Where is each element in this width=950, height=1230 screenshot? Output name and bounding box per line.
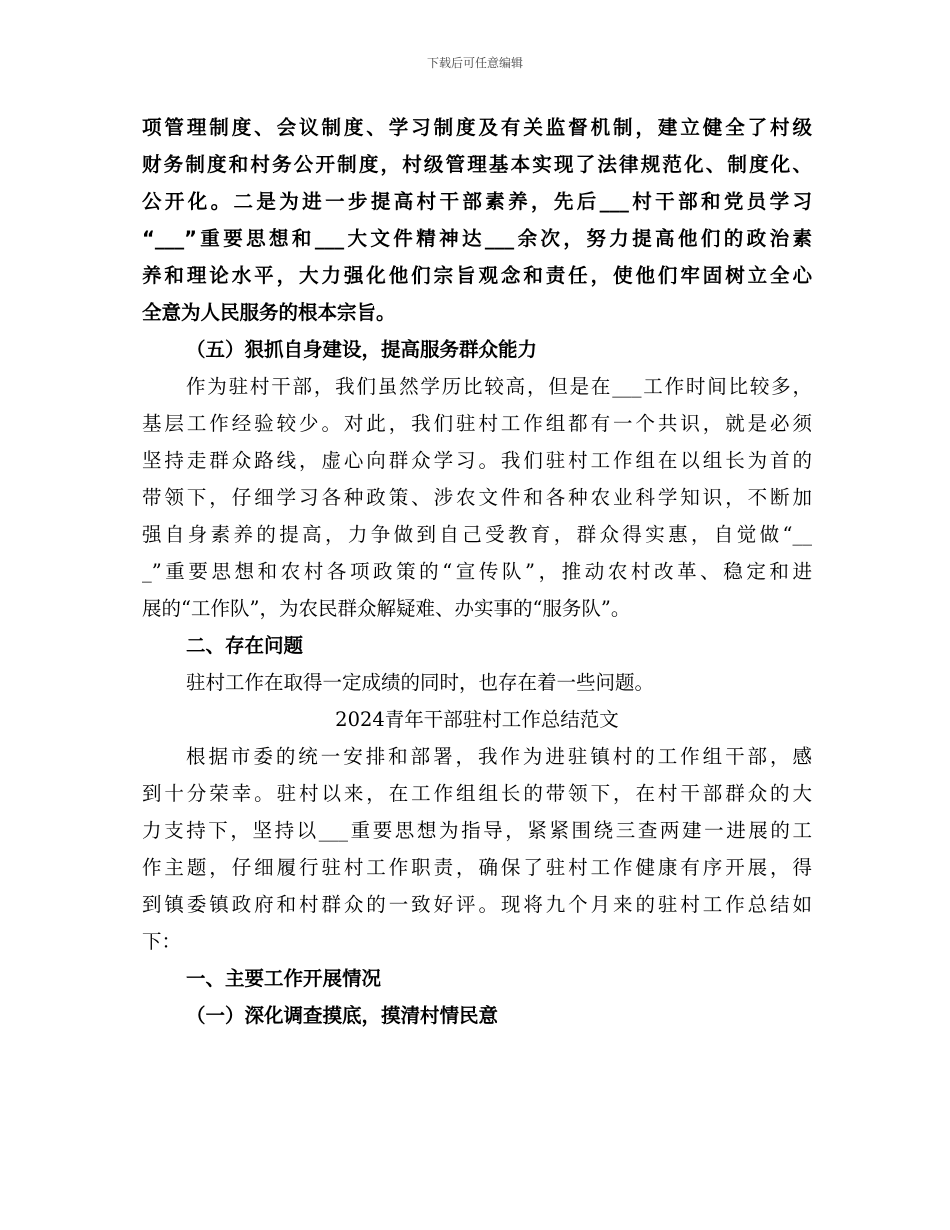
text-line: 根据市委的统一安排和部署，我作为进驻镇村的工作组干部，感 [186,745,812,768]
text-line: “___”重要思想和___大文件精神达___余次，努力提高他们的政治素 [142,227,812,250]
text-line: 强自身素养的提高，力争做到自己受教育，群众得实惠，自觉做“__ [142,523,812,546]
text-line: 到镇委镇政府和村群众的一致好评。现将九个月来的驻村工作总结如 [142,893,812,916]
text-line: 全意为人民服务的根本宗旨。 [142,301,396,324]
text-line: 公开化。二是为进一步提高村干部素养，先后___村干部和党员学习 [142,190,812,213]
text-line: 作主题，仔细履行驻村工作职责，确保了驻村工作健康有序开展，得 [142,856,812,879]
document-title: 2024青年干部驻村工作总结范文 [335,708,619,731]
text-line: _”重要思想和农村各项政策的“宣传队”，推动农村改革、稳定和进 [142,560,812,583]
section-heading: 二、存在问题 [186,634,304,657]
text-line: 到十分荣幸。驻村以来，在工作组组长的带领下，在村干部群众的大 [142,782,812,805]
text-line: 带领下，仔细学习各种政策、涉农文件和各种农业科学知识，不断加 [142,486,812,509]
document-body [142,109,812,1034]
text-line: 下： [142,930,182,953]
text-line: 财务制度和村务公开制度，村级管理基本实现了法律规范化、制度化、 [142,153,812,176]
text-line: 坚持走群众路线，虚心向群众学习。我们驻村工作组在以组长为首的 [142,449,812,472]
text-line: 项管理制度、会议制度、学习制度及有关监督机制，建立健全了村级 [142,116,812,139]
text-line: 驻村工作在取得一定成绩的同时，也存在着一些问题。 [186,671,655,694]
text-line: 力支持下，坚持以___重要思想为指导，紧紧围绕三查两建一进展的工 [142,819,812,842]
section-heading: 一、主要工作开展情况 [186,967,382,990]
text-line: 养和理论水平，大力强化他们宗旨观念和责任，使他们牢固树立全心 [142,264,812,287]
page-header: 下载后可任意编辑 [426,56,523,70]
subsection-heading: （一）深化调查摸底，摸清村情民意 [186,1004,499,1027]
text-line: 展的“工作队”，为农民群众解疑难、办实事的“服务队”。 [142,597,631,620]
section-heading: （五）狠抓自身建设，提高服务群众能力 [186,338,538,361]
text-line: 作为驻村干部，我们虽然学历比较高，但是在___工作时间比较多， [186,375,812,398]
text-line: 基层工作经验较少。对此，我们驻村工作组都有一个共识，就是必须 [142,412,812,435]
